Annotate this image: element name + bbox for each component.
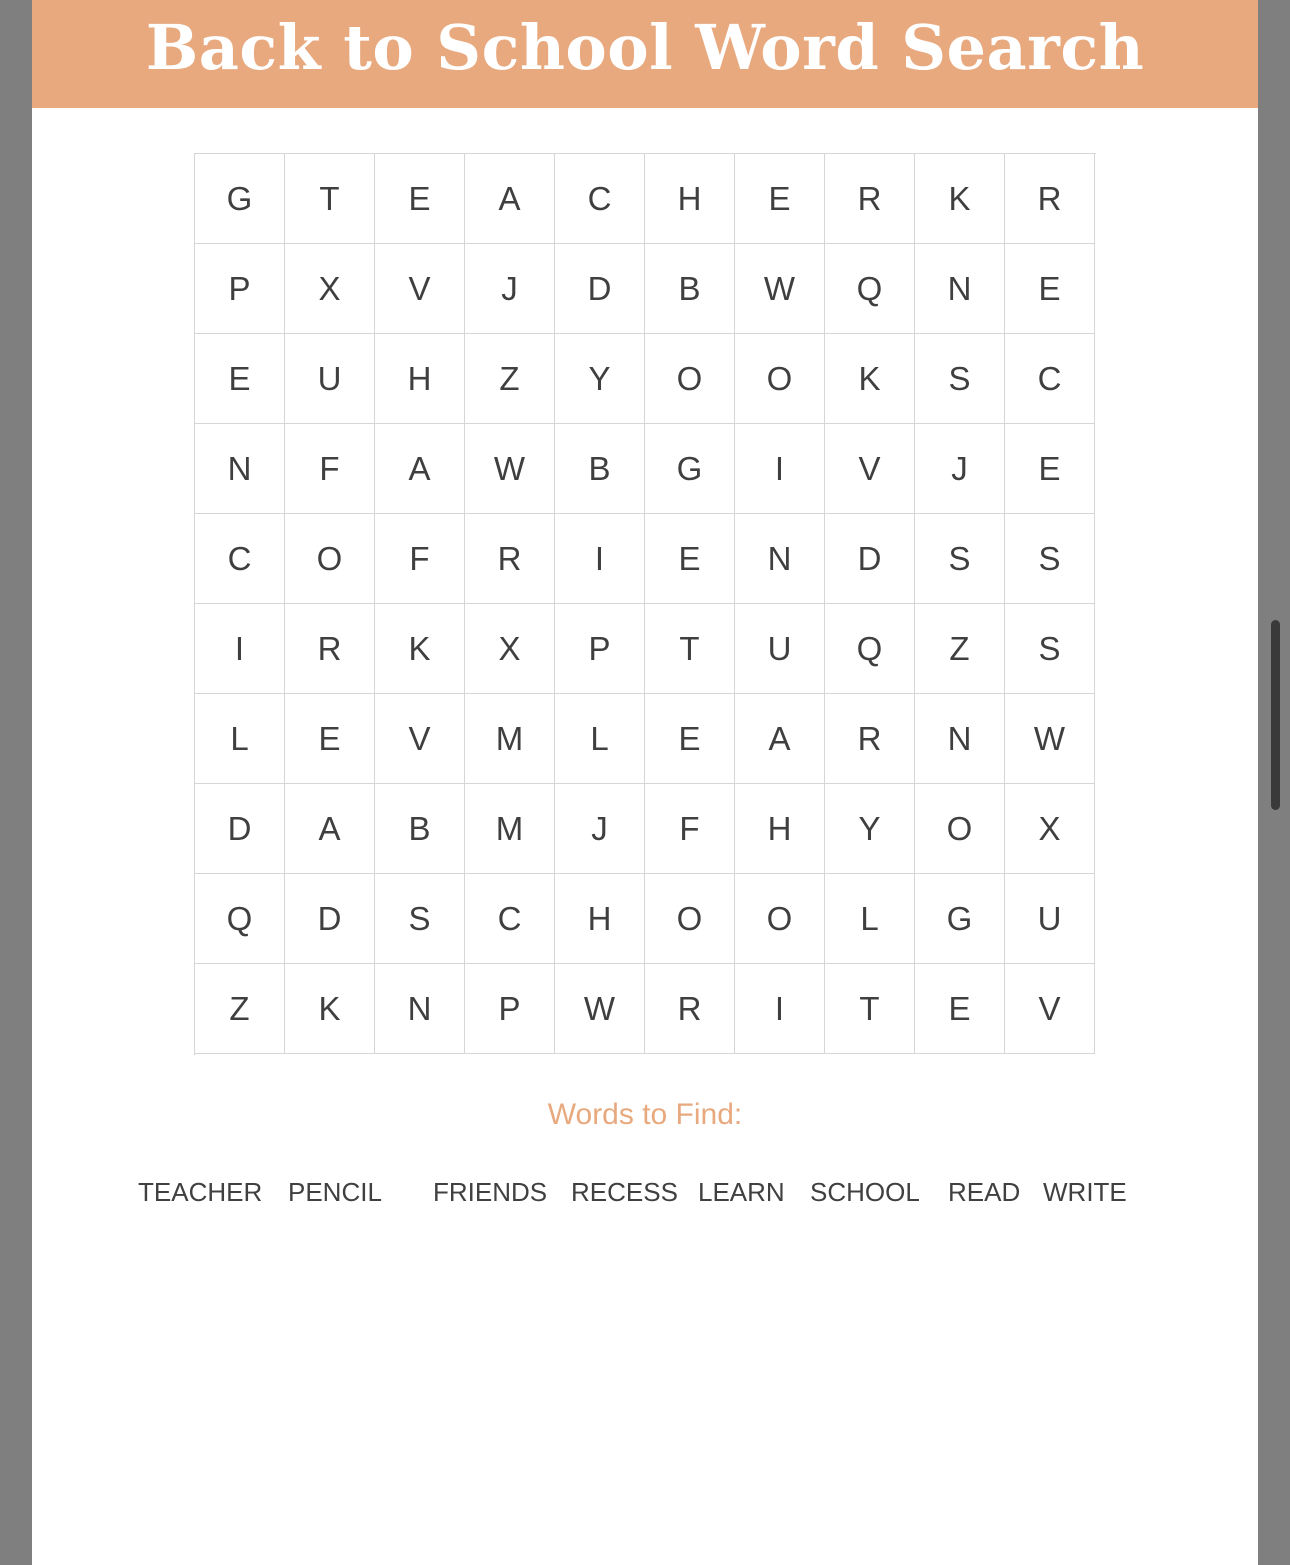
grid-cell: A (735, 694, 825, 784)
grid-cell: F (285, 424, 375, 514)
word-item: TEACHER (138, 1177, 263, 1207)
grid-cell: L (195, 694, 285, 784)
grid-cell: Q (195, 874, 285, 964)
grid-cell: E (645, 694, 735, 784)
grid-cell: V (825, 424, 915, 514)
grid-cell: S (915, 514, 1005, 604)
grid-cell: P (465, 964, 555, 1054)
grid-cell: A (465, 154, 555, 244)
grid-cell: N (375, 964, 465, 1054)
word-item: RECESS (571, 1177, 678, 1207)
grid-cell: T (645, 604, 735, 694)
grid-cell: Y (555, 334, 645, 424)
grid-cell: E (1005, 244, 1095, 334)
grid-cell: R (645, 964, 735, 1054)
grid-cell: X (465, 604, 555, 694)
grid-cell: L (825, 874, 915, 964)
words-heading: Words to Find: (547, 1098, 743, 1131)
grid-cell: Y (825, 784, 915, 874)
grid-cell: O (735, 874, 825, 964)
grid-cell: K (285, 964, 375, 1054)
grid-cell: T (285, 154, 375, 244)
word-item: READ (948, 1177, 1021, 1207)
grid-cell: D (285, 874, 375, 964)
grid-cell: H (375, 334, 465, 424)
grid-cell: U (1005, 874, 1095, 964)
grid-cell: F (375, 514, 465, 604)
grid-cell: T (825, 964, 915, 1054)
grid-cell: N (915, 244, 1005, 334)
grid-cell: E (285, 694, 375, 784)
grid-cell: S (1005, 604, 1095, 694)
word-item: PENCIL (288, 1177, 382, 1207)
grid-cell: A (375, 424, 465, 514)
grid-cell: R (285, 604, 375, 694)
grid-cell: W (465, 424, 555, 514)
grid-cell: O (645, 334, 735, 424)
grid-cell: O (285, 514, 375, 604)
word-item: FRIENDS (433, 1177, 548, 1207)
grid-cell: I (195, 604, 285, 694)
grid-cell: Z (195, 964, 285, 1054)
grid-cell: N (735, 514, 825, 604)
grid-cell: K (825, 334, 915, 424)
worksheet-page (32, 0, 1258, 1565)
grid-cell: J (555, 784, 645, 874)
grid-cell: N (195, 424, 285, 514)
grid-cell: D (825, 514, 915, 604)
grid-cell: B (555, 424, 645, 514)
word-item: SCHOOL (810, 1177, 920, 1207)
grid-cell: M (465, 694, 555, 784)
grid-cell: U (285, 334, 375, 424)
grid-cell: K (915, 154, 1005, 244)
grid-cell: Q (825, 244, 915, 334)
grid-cell: G (195, 154, 285, 244)
grid-cell: V (1005, 964, 1095, 1054)
grid-cell: W (555, 964, 645, 1054)
grid-cell: L (555, 694, 645, 784)
grid-cell: Z (465, 334, 555, 424)
page-title: Back to School Word Search (145, 10, 1145, 84)
grid-cell: R (825, 694, 915, 784)
grid-cell: B (375, 784, 465, 874)
letter-grid (194, 153, 1096, 1055)
grid-cell: E (195, 334, 285, 424)
grid-cell: X (1005, 784, 1095, 874)
grid-cell: A (285, 784, 375, 874)
grid-cell: O (735, 334, 825, 424)
grid-cell: I (735, 964, 825, 1054)
grid-cell: K (375, 604, 465, 694)
grid-cell: W (1005, 694, 1095, 784)
grid-cell: P (555, 604, 645, 694)
grid-cell: H (555, 874, 645, 964)
grid-cell: E (645, 514, 735, 604)
grid-cell: J (465, 244, 555, 334)
grid-cell: I (735, 424, 825, 514)
grid-cell: E (1005, 424, 1095, 514)
grid-cell: P (195, 244, 285, 334)
grid-cell: G (915, 874, 1005, 964)
grid-cell: Z (915, 604, 1005, 694)
grid-cell: C (1005, 334, 1095, 424)
grid-cell: E (375, 154, 465, 244)
word-item: WRITE (1043, 1177, 1127, 1207)
grid-cell: D (195, 784, 285, 874)
grid-cell: V (375, 244, 465, 334)
grid-cell: R (825, 154, 915, 244)
grid-cell: O (645, 874, 735, 964)
grid-cell: V (375, 694, 465, 784)
grid-cell: Q (825, 604, 915, 694)
grid-cell: H (735, 784, 825, 874)
word-item: LEARN (698, 1177, 785, 1207)
grid-cell: G (645, 424, 735, 514)
grid-cell: O (915, 784, 1005, 874)
grid-cell: R (465, 514, 555, 604)
grid-cell: M (465, 784, 555, 874)
grid-cell: D (555, 244, 645, 334)
vertical-scrollbar[interactable] (1271, 620, 1280, 810)
grid-cell: S (1005, 514, 1095, 604)
grid-cell: F (645, 784, 735, 874)
grid-cell: S (915, 334, 1005, 424)
grid-cell: W (735, 244, 825, 334)
grid-cell: S (375, 874, 465, 964)
grid-cell: E (735, 154, 825, 244)
grid-cell: J (915, 424, 1005, 514)
grid-cell: R (1005, 154, 1095, 244)
title-banner (32, 0, 1258, 108)
grid-cell: X (285, 244, 375, 334)
grid-cell: E (915, 964, 1005, 1054)
grid-cell: I (555, 514, 645, 604)
grid-cell: H (645, 154, 735, 244)
grid-cell: B (645, 244, 735, 334)
grid-cell: C (465, 874, 555, 964)
grid-cell: C (195, 514, 285, 604)
grid-cell: C (555, 154, 645, 244)
grid-cell: N (915, 694, 1005, 784)
grid-cell: U (735, 604, 825, 694)
